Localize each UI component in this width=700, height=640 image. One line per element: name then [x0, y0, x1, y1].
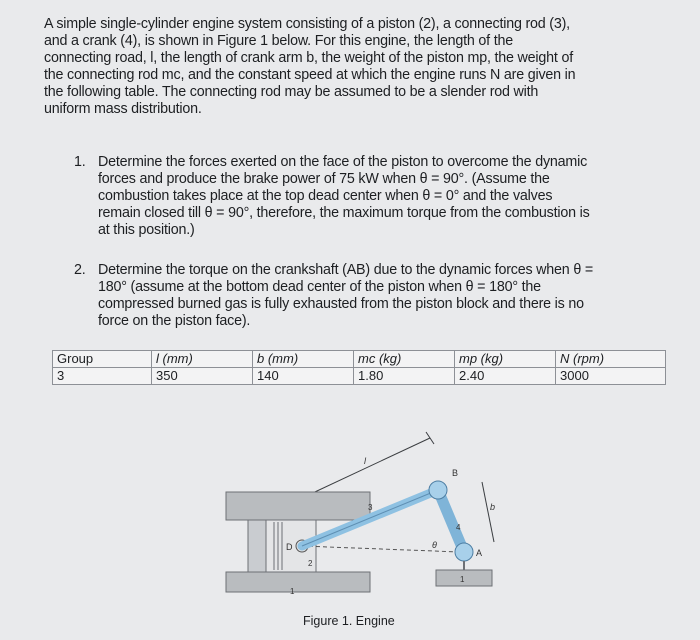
- intro-line: the following table. The connecting rod may be assumed to be a slender rod with: [44, 84, 539, 101]
- table-header-cell: N (rpm): [556, 351, 666, 368]
- table-header-cell: mp (kg): [455, 351, 556, 368]
- label-l: l: [364, 456, 366, 466]
- table-header-row: [53, 351, 666, 368]
- table-cell: 3000: [556, 368, 666, 385]
- intro-line: and a crank (4), is shown in Figure 1 below. For this engine, the length of the: [44, 33, 513, 50]
- question-line: Determine the torque on the crankshaft (AB) due to the dynamic forces when θ =: [98, 262, 593, 278]
- label-A: A: [476, 548, 483, 558]
- table-cell: 1.80: [354, 368, 455, 385]
- table-cell: 350: [152, 368, 253, 385]
- table-row: [53, 368, 666, 385]
- cylinder-wall: [248, 520, 266, 572]
- question-line: remain closed till θ = 90°, therefore, the maximum torque from the combustion is: [98, 205, 590, 222]
- parameter-table: [52, 350, 666, 385]
- question-line: combustion takes place at the top dead center when θ = 0° and the valves: [98, 188, 553, 205]
- crank-pin-B: [429, 481, 447, 499]
- intro-line: connecting road, l, the length of crank arm b, the weight of the piston mp, the weight of: [44, 50, 573, 67]
- question-line: forces and produce the brake power of 75 kW when θ = 90°. (Assume the: [98, 171, 550, 188]
- label-B: B: [452, 468, 459, 478]
- label-3: 3: [368, 503, 373, 512]
- table-header-cell: mc (kg): [354, 351, 455, 368]
- table-cell: 2.40: [455, 368, 556, 385]
- intro-line: A simple single-cylinder engine system consisting of a piston (2), a connecting rod (3),: [44, 16, 570, 32]
- table-header-cell: l (mm): [152, 351, 253, 368]
- figure-caption: Figure 1. Engine: [303, 614, 395, 628]
- question-number: 1.: [74, 154, 86, 170]
- label-D: D: [286, 542, 293, 552]
- question-line: at this position.): [98, 222, 195, 239]
- intro-line: the connecting rod mc, and the constant speed at which the engine runs N are given in: [44, 67, 576, 84]
- question-line: 180° (assume at the bottom dead center of the piston when θ = 180° the: [98, 279, 541, 296]
- cylinder-bottom: [226, 572, 370, 592]
- cylinder-top: [226, 492, 370, 520]
- question-line: compressed burned gas is fully exhausted from the piston block and there is no: [98, 296, 584, 313]
- dimension-line-b: [482, 482, 494, 542]
- table-header-cell: Group: [53, 351, 152, 368]
- problem-intro: [44, 16, 684, 119]
- table-cell: 3: [53, 368, 152, 385]
- label-1b: 1: [290, 587, 295, 596]
- dimension-line-l: [302, 438, 430, 498]
- crank-bearing-A: [455, 543, 473, 561]
- table-header-cell: b (mm): [253, 351, 354, 368]
- label-4: 4: [456, 523, 461, 532]
- label-2: 2: [308, 559, 313, 568]
- intro-line: uniform mass distribution.: [44, 101, 202, 118]
- label-b: b: [490, 502, 496, 512]
- engine-figure: [220, 430, 520, 600]
- question-line: Determine the forces exerted on the face of the piston to overcome the dynamic: [98, 154, 588, 170]
- label-theta: θ: [432, 540, 437, 550]
- dimension-tick: [426, 432, 434, 444]
- question-line: force on the piston face).: [98, 313, 251, 330]
- crank-arm: [438, 490, 464, 552]
- table-cell: 140: [253, 368, 354, 385]
- question-number: 2.: [74, 262, 86, 278]
- label-1: 1: [460, 575, 465, 584]
